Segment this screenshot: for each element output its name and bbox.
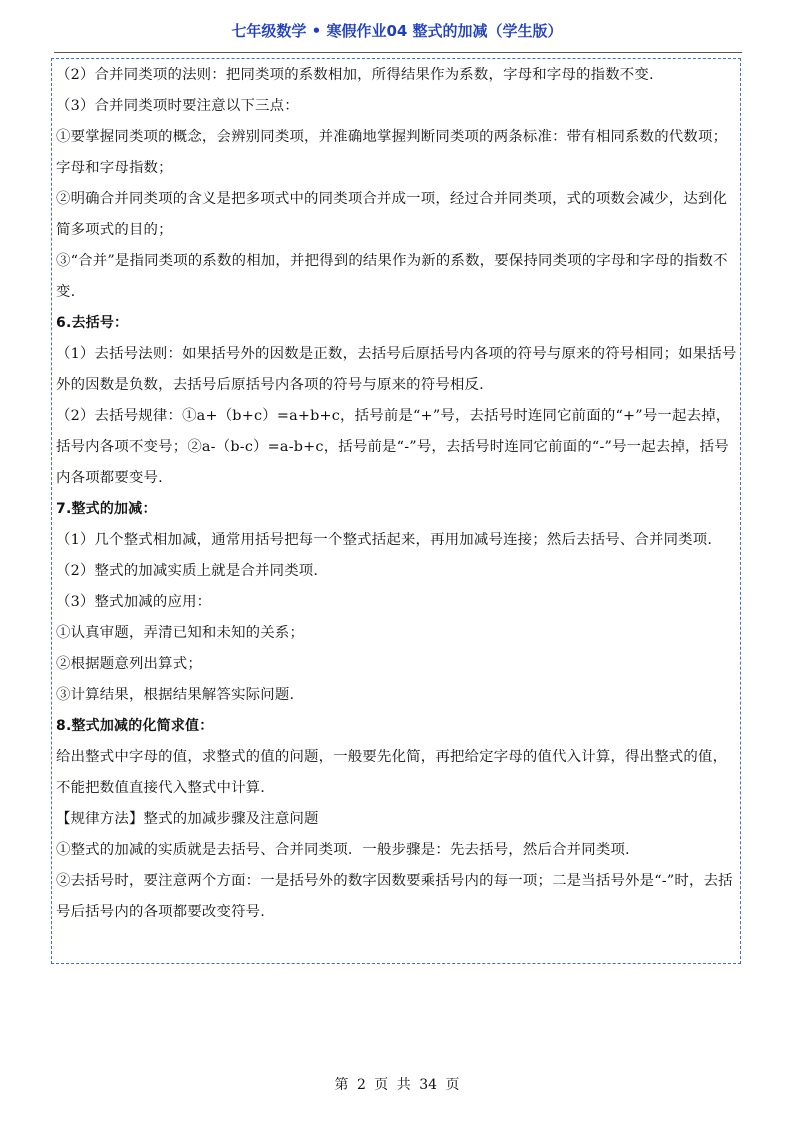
method-point-1: ①整式的加减的实质就是去括号、合并同类项．一般步骤是：先去括号，然后合并同类项. [56,842,630,858]
page-header-title: 七年级数学 • 寒假作业04 整式的加减（学生版） [231,22,563,40]
addsub-point-3: （3）整式加减的应用： [56,594,212,610]
bracket-removal-pattern: （2）去括号规律：①a+（b+c）=a+b+c，括号前是“+”号，去括号时连同它前面的“+”号一起去掉，括号内各项不变号；②a-（b-c）=a-b+c，括号前是“-”号，去括号时连同它前面的“-”号一起去掉，括号内各项都要变号. [56,408,731,486]
rule-merge-law: （2）合并同类项的法则：把同类项的系数相加，所得结果作为系数，字母和字母的指数不变. [56,67,654,83]
merge-note-3: ③“合并”是指同类项的系数的相加，并把得到的结果作为新的系数，要保持同类项的字母和字母的指数不变. [56,253,728,300]
content-body [56,60,740,928]
page-number: 第 2 页 共 34 页 [334,1077,460,1093]
addsub-point-1: （1）几个整式相加减，通常用括号把每一个整式括起来，再用加减号连接；然后去括号、合并同类项. [56,532,713,548]
bracket-removal-law: （1）去括号法则：如果括号外的因数是正数，去括号后原括号内各项的符号与原来的符号相同；如果括号外的因数是负数，去括号后原括号内各项的符号与原来的符号相反. [56,346,737,393]
section-heading-6: 6.去括号： [56,315,129,331]
application-step-1: ①认真审题，弄清已知和未知的关系； [56,625,305,641]
section-heading-7: 7.整式的加减： [56,501,157,517]
merge-note-1: ①要掌握同类项的概念，会辨别同类项，并准确地掌握判断同类项的两条标准：带有相同系数的代数项；字母和字母指数； [56,129,728,176]
section-heading-8: 8.整式加减的化简求值： [56,718,214,734]
merge-note-2: ②明确合并同类项的含义是把多项式中的同类项合并成一项，经过合并同类项，式的项数会减少，达到化简多项式的目的； [56,191,728,238]
application-step-3: ③计算结果，根据结果解答实际问题. [56,687,295,703]
header-divider [54,52,742,53]
merge-notes-intro: （3）合并同类项时要注意以下三点： [56,98,299,114]
method-point-2: ②去括号时，要注意两个方面：一是括号外的数字因数要乘括号内的每一项；二是当括号外是“-”时，去括号后括号内的各项都要改变符号. [56,873,733,920]
simplify-evaluate-text: 给出整式中字母的值，求整式的值的问题，一般要先化简，再把给定字母的值代入计算，得出整式的值，不能把数值直接代入整式中计算. [56,749,728,796]
method-heading: 【规律方法】整式的加减步骤及注意问题 [56,811,319,827]
application-step-2: ②根据题意列出算式； [56,656,202,672]
addsub-point-2: （2）整式的加减实质上就是合并同类项. [56,563,319,579]
